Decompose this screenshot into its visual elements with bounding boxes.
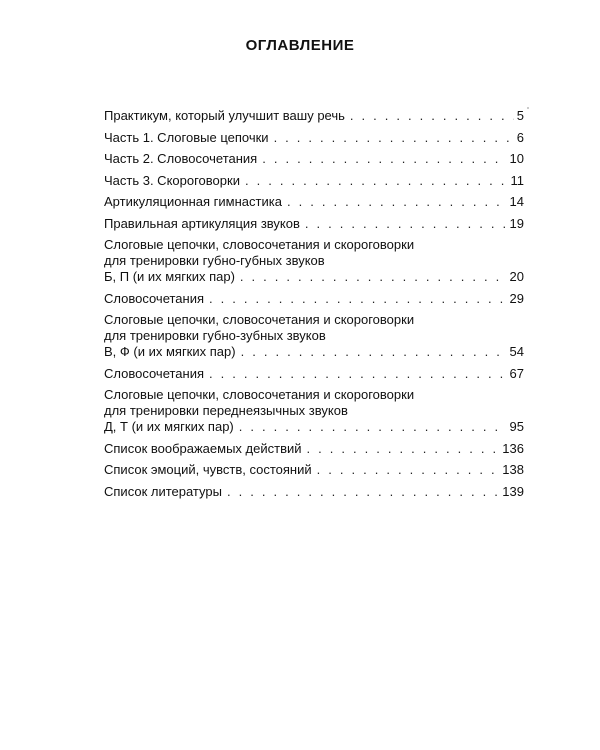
toc-entry-line xyxy=(104,130,524,146)
toc-entry-line xyxy=(104,194,524,210)
toc-entry xyxy=(104,151,524,167)
toc-entry-text: Словосочетания xyxy=(104,365,205,381)
toc-entry-text: В, Ф (и их мягких пар) xyxy=(104,344,236,359)
dot-leader xyxy=(245,173,508,189)
dot-leader xyxy=(274,130,514,146)
toc-entry-line xyxy=(104,151,524,167)
toc-entry-line xyxy=(104,366,524,382)
dot-leader xyxy=(209,366,507,382)
toc-entry xyxy=(104,130,524,146)
toc-entry xyxy=(104,291,524,307)
dot-leader xyxy=(287,194,507,210)
toc-entry xyxy=(104,237,524,285)
toc-entry-text: Словосочетания xyxy=(104,290,205,306)
toc-entry xyxy=(104,194,524,210)
toc-entry xyxy=(104,484,524,500)
toc-entry-text: Список литературы xyxy=(104,483,222,499)
toc-entry xyxy=(104,216,524,232)
toc-entry-line xyxy=(104,419,524,435)
dot-leader xyxy=(227,484,499,500)
toc-entry-text: Практикум, который улучшит вашу речь xyxy=(104,108,345,123)
toc-entry-text: для тренировки губно-зубных звуков xyxy=(104,328,326,343)
toc-entry-text: Артикуляционная гимнастика xyxy=(104,194,282,209)
dot-leader xyxy=(307,441,500,457)
toc-entry-text: Д, Т (и их мягких пар) xyxy=(104,419,234,434)
toc-entry-text: Часть 1. Слоговые цепочки xyxy=(104,129,269,145)
toc-entry-text: для тренировки переднеязычных звуков xyxy=(104,403,348,418)
scan-speck xyxy=(527,107,529,109)
toc-entry-text: Правильная артикуляция звуков xyxy=(104,215,300,231)
page-title: ОГЛАВЛЕНИЕ xyxy=(245,37,355,54)
toc-page-number: 29 xyxy=(509,290,524,306)
toc-page-number: 6 xyxy=(516,129,524,145)
toc-entry-line xyxy=(104,173,524,189)
toc-entry-text: Часть 3. Скороговорки xyxy=(104,172,240,188)
toc-entry-line xyxy=(104,462,524,478)
toc-entry-text: Список воображаемых действий xyxy=(104,440,302,456)
toc-entry-text: Слоговые цепочки, словосочетания и скороговорки xyxy=(104,312,415,327)
toc-entry-line xyxy=(104,291,524,307)
toc-entry xyxy=(104,108,524,124)
toc-entry xyxy=(104,441,524,457)
toc-entry-line xyxy=(104,441,524,457)
toc-entry-line xyxy=(104,484,524,500)
toc-entry-line xyxy=(104,344,524,360)
dot-leader xyxy=(240,269,507,285)
toc-page-number: 95 xyxy=(509,419,524,434)
toc-page-number: 5 xyxy=(516,108,524,123)
toc-entry-line xyxy=(104,216,524,232)
toc-entry xyxy=(104,366,524,382)
toc-page-number: 14 xyxy=(509,194,524,209)
dot-leader xyxy=(305,216,507,232)
toc-entry xyxy=(104,462,524,478)
toc-page-number: 139 xyxy=(502,483,524,499)
dot-leader xyxy=(350,108,514,124)
toc-page-number: 20 xyxy=(509,269,524,284)
toc-entry-line xyxy=(104,108,524,124)
toc-entry-text: Список эмоций, чувств, состояний xyxy=(104,462,312,477)
toc-entry-text: Слоговые цепочки, словосочетания и скороговорки xyxy=(104,387,415,402)
toc-page-number: 136 xyxy=(502,440,524,456)
dot-leader xyxy=(209,291,507,307)
toc-page-number: 19 xyxy=(509,215,524,231)
dot-leader xyxy=(317,462,500,478)
toc-entry-text: для тренировки губно-губных звуков xyxy=(104,253,325,268)
toc-entry-text: Слоговые цепочки, словосочетания и скороговорки xyxy=(104,237,415,252)
toc-entry-line xyxy=(104,269,524,285)
table-of-contents xyxy=(104,108,524,505)
toc-entry xyxy=(104,173,524,189)
toc-page-number: 11 xyxy=(510,172,524,188)
toc-entry xyxy=(104,387,524,435)
dot-leader xyxy=(239,419,507,435)
dot-leader xyxy=(262,151,506,167)
toc-page-number: 138 xyxy=(502,462,524,477)
toc-entry-text: Б, П (и их мягких пар) xyxy=(104,269,235,284)
dot-leader xyxy=(241,344,507,360)
toc-entry-text: Часть 2. Словосочетания xyxy=(104,151,258,166)
toc-page-number: 10 xyxy=(509,151,524,166)
toc-page-number: 67 xyxy=(509,365,524,381)
toc-page-number: 54 xyxy=(509,344,524,359)
toc-entry xyxy=(104,312,524,360)
